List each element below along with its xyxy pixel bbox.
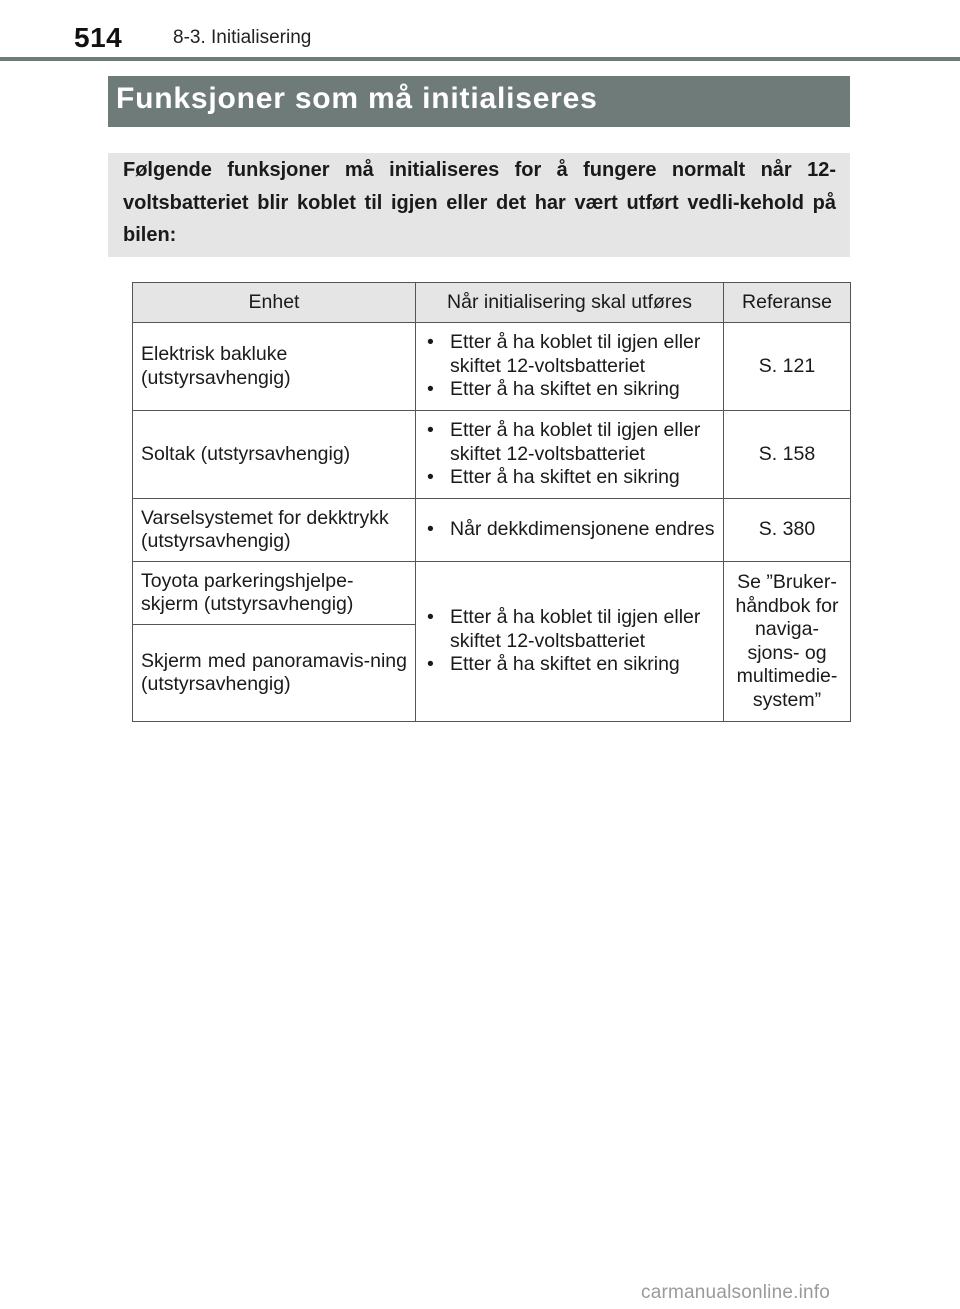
watermark: carmanualsonline.info — [641, 1282, 831, 1303]
condition-item: • Etter å ha skiftet en sikring — [424, 378, 715, 402]
condition-item: • Etter å ha koblet til igjen eller skiftet 12-voltsbatteriet — [424, 606, 715, 653]
when-cell — [416, 411, 724, 499]
condition-list — [424, 606, 715, 677]
table-row — [133, 499, 851, 562]
condition-item: • Når dekkdimensjonene endres — [424, 518, 715, 542]
reference-cell: S. 380 — [724, 499, 851, 562]
column-header-reference: Referanse — [724, 283, 851, 323]
when-cell — [416, 323, 724, 411]
table-row — [133, 323, 851, 411]
condition-item: • Etter å ha skiftet en sikring — [424, 653, 715, 677]
intro-text: Følgende funksjoner må initialiseres for å fungere normalt når 12-voltsbatteriet blir koblet til igjen eller det har vært utført vedli-kehold på bilen: — [123, 159, 836, 246]
initialization-table — [132, 282, 851, 722]
condition-item: • Etter å ha koblet til igjen eller skiftet 12-voltsbatteriet — [424, 331, 715, 378]
device-cell: Elektrisk bakluke (utstyrsavhengig) — [133, 323, 416, 411]
when-cell — [416, 562, 724, 722]
intro-box — [108, 153, 850, 257]
page-number: 514 — [74, 22, 123, 53]
condition-list — [424, 331, 715, 402]
device-cell: Varselsystemet for dekktrykk (utstyrsavhengig) — [133, 499, 416, 562]
header-divider — [0, 57, 960, 61]
table-header-row — [133, 283, 851, 323]
section-label: 8-3. Initialisering — [173, 27, 312, 48]
column-header-device: Enhet — [133, 283, 416, 323]
column-header-when: Når initialisering skal utføres — [416, 283, 724, 323]
condition-list — [424, 518, 715, 542]
device-cell: Soltak (utstyrsavhengig) — [133, 411, 416, 499]
device-cell: Skjerm med panoramavis-ning (utstyrsavhengig) — [133, 625, 416, 722]
condition-item: • Etter å ha skiftet en sikring — [424, 466, 715, 490]
table-row — [133, 411, 851, 499]
section-title: Funksjoner som må initialiseres — [116, 82, 598, 115]
reference-cell: S. 158 — [724, 411, 851, 499]
page-header — [0, 0, 960, 62]
reference-cell: Se ”Bruker-håndbok for naviga-sjons- og multimedie-system” — [724, 562, 851, 722]
condition-list — [424, 419, 715, 490]
condition-item: • Etter å ha koblet til igjen eller skiftet 12-voltsbatteriet — [424, 419, 715, 466]
reference-cell: S. 121 — [724, 323, 851, 411]
when-cell — [416, 499, 724, 562]
table-row — [133, 562, 851, 625]
section-title-bar — [108, 76, 850, 127]
device-cell: Toyota parkeringshjelpe-skjerm (utstyrsavhengig) — [133, 562, 416, 625]
